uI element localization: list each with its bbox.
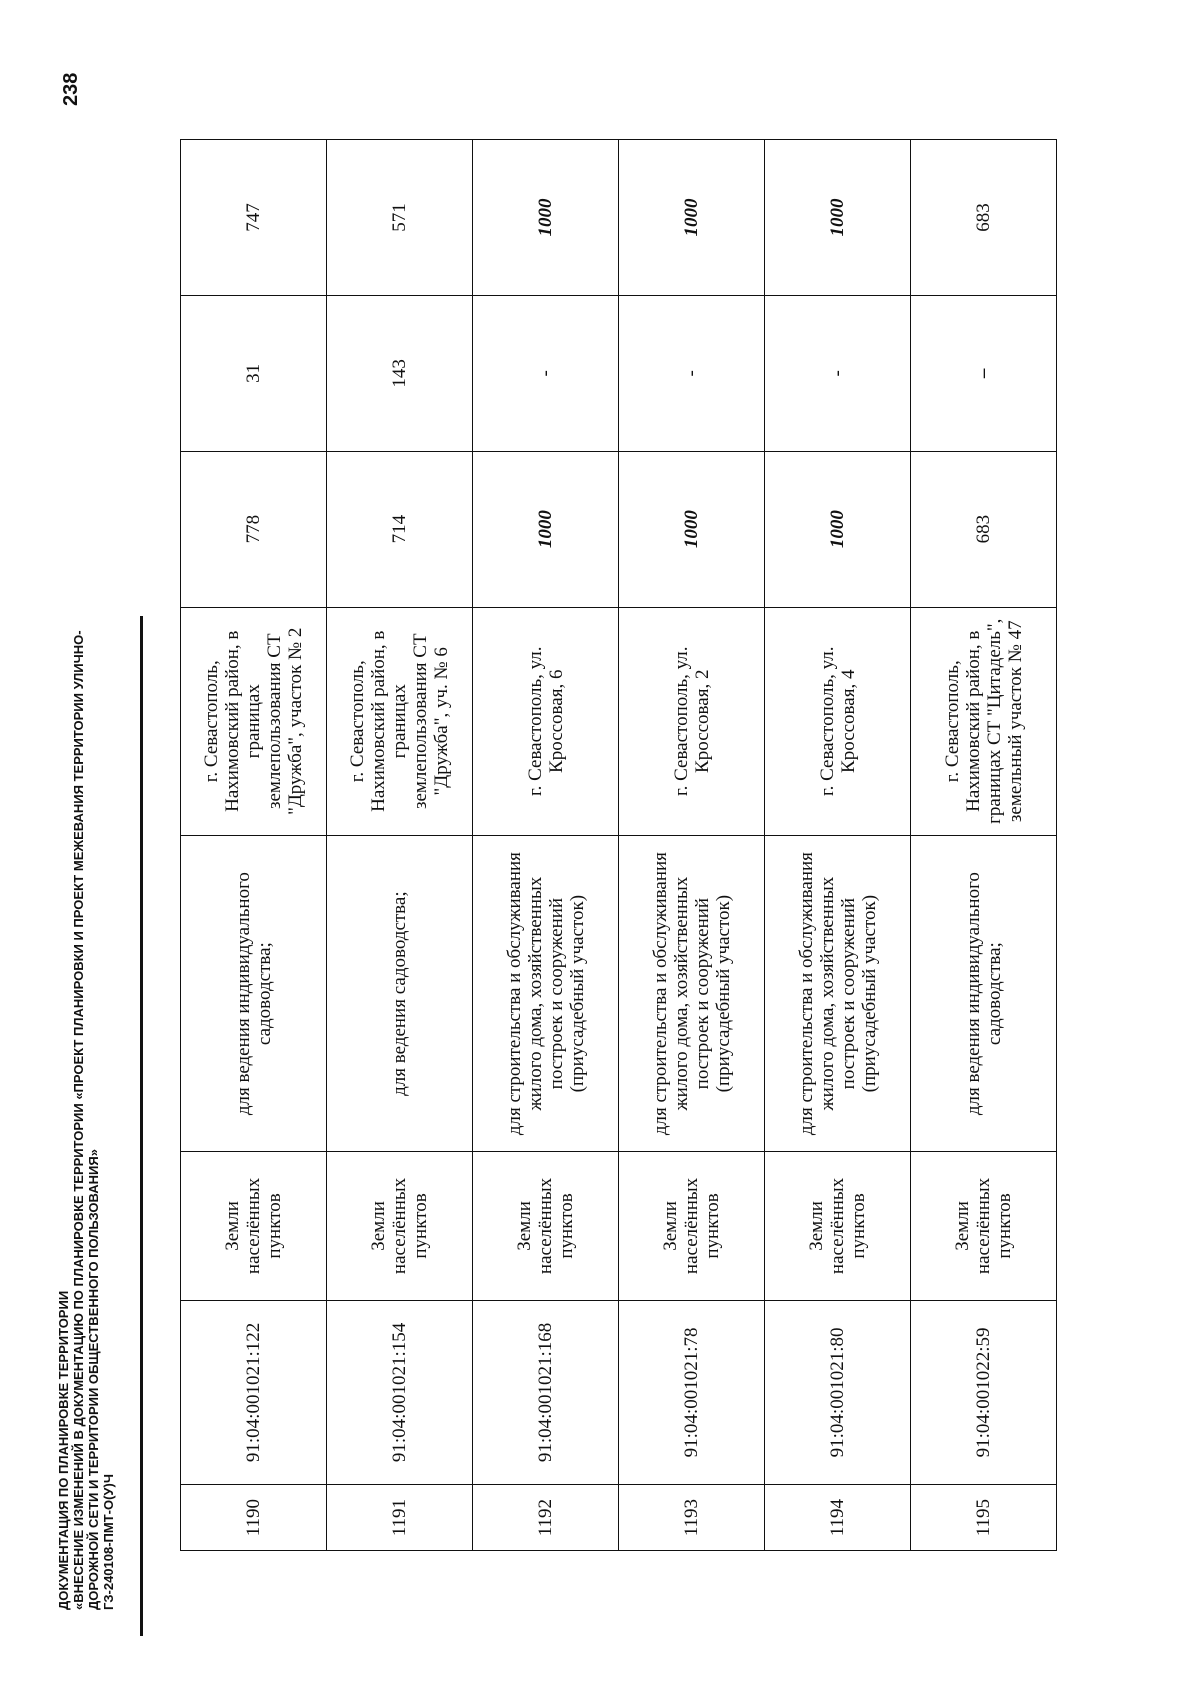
land-category: Земли населённых пунктов	[765, 1152, 911, 1300]
row-number: 1191	[327, 1485, 473, 1551]
parcel-address: г. Севастополь, Нахимовский район, в границах СТ "Цитадель", земельный участок № 47	[911, 607, 1057, 835]
area-encumbered: 143	[327, 296, 473, 451]
table-row	[181, 140, 327, 1551]
table-row	[619, 140, 765, 1551]
permitted-use: для строительства и обслуживания жилого дома, хозяйственных построек и сооружений (приусадебный участок)	[619, 835, 765, 1151]
row-number: 1194	[765, 1485, 911, 1551]
header-line-4: ГЗ-240108-ПМТ-О(У)Ч	[101, 1474, 116, 1610]
area-remaining: 683	[911, 140, 1057, 296]
area-encumbered: -	[619, 296, 765, 451]
row-number: 1193	[619, 1485, 765, 1551]
area-total: 714	[327, 451, 473, 607]
cadastral-number: 91:04:001022:59	[911, 1300, 1057, 1485]
area-remaining: 1000	[765, 140, 911, 296]
area-encumbered: –	[911, 296, 1057, 451]
table-row	[327, 140, 473, 1551]
table-row	[765, 140, 911, 1551]
parcel-address: г. Севастополь, ул. Кроссовая, 2	[619, 607, 765, 835]
area-total: 1000	[765, 451, 911, 607]
permitted-use: для строительства и обслуживания жилого дома, хозяйственных построек и сооружений (приусадебный участок)	[765, 835, 911, 1151]
area-encumbered: -	[765, 296, 911, 451]
area-encumbered: 31	[181, 296, 327, 451]
area-total: 1000	[473, 451, 619, 607]
area-remaining: 571	[327, 140, 473, 296]
area-encumbered: -	[473, 296, 619, 451]
page-number: 238	[60, 72, 82, 106]
area-total: 683	[911, 451, 1057, 607]
land-category: Земли населённых пунктов	[181, 1152, 327, 1300]
row-number: 1192	[473, 1485, 619, 1551]
parcel-address: г. Севастополь, ул. Кроссовая, 6	[473, 607, 619, 835]
area-remaining: 747	[181, 140, 327, 296]
permitted-use: для строительства и обслуживания жилого дома, хозяйственных построек и сооружений (приусадебный участок)	[473, 835, 619, 1151]
permitted-use: для ведения индивидуального садоводства;	[911, 835, 1057, 1151]
header-rule	[140, 616, 143, 1636]
table-row	[473, 140, 619, 1551]
land-category: Земли населённых пунктов	[619, 1152, 765, 1300]
permitted-use: для ведения индивидуального садоводства;	[181, 835, 327, 1151]
cadastral-number: 91:04:001021:122	[181, 1300, 327, 1485]
parcel-address: г. Севастополь, Нахимовский район, в границах землепользования СТ "Дружба", участок № 2	[181, 607, 327, 835]
land-category: Земли населённых пунктов	[911, 1152, 1057, 1300]
land-category: Земли населённых пунктов	[327, 1152, 473, 1300]
row-number: 1195	[911, 1485, 1057, 1551]
parcel-address: г. Севастополь, Нахимовский район, в границах землепользования СТ "Дружба", уч. № 6	[327, 607, 473, 835]
cadastral-number: 91:04:001021:168	[473, 1300, 619, 1485]
row-number: 1190	[181, 1485, 327, 1551]
header-line-1: ДОКУМЕНТАЦИЯ ПО ПЛАНИРОВКЕ ТЕРРИТОРИИ	[56, 1290, 71, 1610]
land-category: Земли населённых пунктов	[473, 1152, 619, 1300]
parcel-address: г. Севастополь, ул. Кроссовая, 4	[765, 607, 911, 835]
cadastral-number: 91:04:001021:80	[765, 1300, 911, 1485]
permitted-use: для ведения садоводства;	[327, 835, 473, 1151]
document-header	[56, 410, 116, 1610]
parcel-table	[180, 139, 1057, 1551]
area-remaining: 1000	[473, 140, 619, 296]
cadastral-number: 91:04:001021:78	[619, 1300, 765, 1485]
table-row	[911, 140, 1057, 1551]
area-total: 1000	[619, 451, 765, 607]
area-remaining: 1000	[619, 140, 765, 296]
cadastral-number: 91:04:001021:154	[327, 1300, 473, 1485]
header-line-2: «ВНЕСЕНИЕ ИЗМЕНЕНИЙ В ДОКУМЕНТАЦИЮ ПО ПЛАНИРОВКЕ ТЕРРИТОРИИ «ПРОЕКТ ПЛАНИРОВКИ И ПРОЕКТ МЕЖЕВАНИЯ ТЕРРИТОРИИ УЛИЧНО-	[71, 630, 86, 1610]
area-total: 778	[181, 451, 327, 607]
header-line-3: ДОРОЖНОЙ СЕТИ И ТЕРРИТОРИИ ОБЩЕСТВЕННОГО ПОЛЬЗОВАНИЯ»	[86, 1149, 101, 1610]
